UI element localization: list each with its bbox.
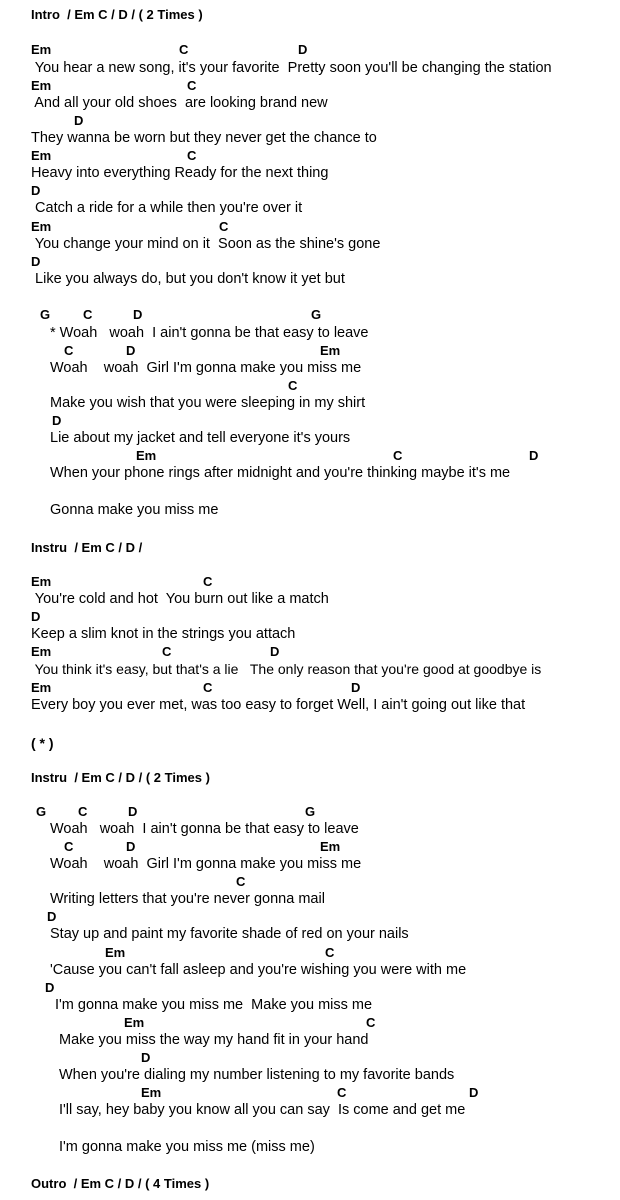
chord: Em [31, 78, 52, 93]
lyric-line: Lie about my jacket and tell everyone it's yours [50, 430, 351, 446]
lyric-line: Heavy into everything Ready for the next thing [31, 165, 329, 181]
chord: D [47, 909, 57, 924]
lyric-line: I'll say, hey baby you know all you can say Is come and get me [59, 1102, 466, 1118]
lyric-line: And all your old shoes are looking brand new [31, 95, 328, 111]
lyric-line: * Woah woah I ain't gonna be that easy to leave [50, 325, 369, 341]
chord: C [179, 42, 189, 57]
lyric-line: They wanna be worn but they never get the chance to [31, 130, 377, 146]
lyric-line: Every boy you ever met, was too easy to forget Well, I ain't going out like that [31, 697, 526, 713]
chord: C [325, 945, 335, 960]
chord: Em [136, 448, 157, 463]
chord: D [126, 839, 136, 854]
chorus-repeat-mark: ( * ) [31, 735, 54, 751]
chord: Em [31, 680, 52, 695]
chord: C [64, 343, 74, 358]
lyric-line: You're cold and hot You burn out like a match [31, 591, 329, 607]
lyric-line: You change your mind on it Soon as the shine's gone [31, 236, 381, 252]
chord: Em [31, 219, 52, 234]
chord: C [187, 148, 197, 163]
chord: C [78, 804, 88, 819]
lyric-line: Woah woah Girl I'm gonna make you miss me [50, 856, 362, 872]
lyric-line: Writing letters that you're never gonna mail [50, 891, 325, 907]
chord: C [83, 307, 93, 322]
chord: D [74, 113, 84, 128]
chord: Em [320, 343, 341, 358]
chord: D [270, 644, 280, 659]
chord: G [305, 804, 316, 819]
chord: Em [105, 945, 126, 960]
instru-heading: Instru / Em C / D / [31, 540, 143, 555]
lyric-line: Stay up and paint my favorite shade of red on your nails [50, 926, 409, 942]
chord: C [64, 839, 74, 854]
lyric-line: Make you wish that you were sleeping in my shirt [50, 395, 366, 411]
chord: Em [141, 1085, 162, 1100]
lyric-line: When your phone rings after midnight and you're thinking maybe it's me [50, 465, 511, 481]
lyric-line: Keep a slim knot in the strings you attach [31, 626, 296, 642]
lyric-line: I'm gonna make you miss me Make you miss me [55, 997, 373, 1013]
lyric-line: You hear a new song, it's your favorite Pretty soon you'll be changing the station [31, 60, 552, 76]
lyric-line: You think it's easy, but that's a lie The only reason that you're good at goodbye is [31, 661, 542, 677]
lyric-line: When you're dialing my number listening to my favorite bands [59, 1067, 455, 1083]
chord: C [366, 1015, 376, 1030]
chord: D [469, 1085, 479, 1100]
chord: C [236, 874, 246, 889]
lyric-line: Gonna make you miss me [50, 502, 219, 518]
lyric-line: 'Cause you can't fall asleep and you're wishing you were with me [50, 962, 467, 978]
outro-heading: Outro / Em C / D / ( 4 Times ) [31, 1176, 210, 1191]
chord: G [36, 804, 47, 819]
chord: C [288, 378, 298, 393]
chord: Em [31, 42, 52, 57]
chord: C [203, 680, 213, 695]
chord: G [311, 307, 322, 322]
chord: D [45, 980, 55, 995]
lyric-line: Catch a ride for a while then you're over it [31, 200, 303, 216]
chord: C [203, 574, 213, 589]
chord: C [393, 448, 403, 463]
chord: D [351, 680, 361, 695]
lyric-line: Make you miss the way my hand fit in your hand [59, 1032, 369, 1048]
chord: C [337, 1085, 347, 1100]
chord: D [31, 609, 41, 624]
chord: D [298, 42, 308, 57]
chord: D [128, 804, 138, 819]
lyric-line: Like you always do, but you don't know it yet but [31, 271, 345, 287]
chord: D [141, 1050, 151, 1065]
lyric-line: Woah woah I ain't gonna be that easy to leave [50, 821, 359, 837]
chord: Em [31, 574, 52, 589]
intro-heading: Intro / Em C / D / ( 2 Times ) [31, 7, 203, 22]
chord: Em [320, 839, 341, 854]
chord: D [529, 448, 539, 463]
chord: Em [124, 1015, 145, 1030]
chord: C [219, 219, 229, 234]
lyric-line: Woah woah Girl I'm gonna make you miss me [50, 360, 362, 376]
chord: Em [31, 148, 52, 163]
instru-heading: Instru / Em C / D / ( 2 Times ) [31, 770, 210, 785]
chord: D [31, 183, 41, 198]
chord: D [52, 413, 62, 428]
chord: Em [31, 644, 52, 659]
chord: D [126, 343, 136, 358]
chord: C [162, 644, 172, 659]
chord: D [31, 254, 41, 269]
lyric-line: I'm gonna make you miss me (miss me) [59, 1139, 315, 1155]
chord: C [187, 78, 197, 93]
chord: D [133, 307, 143, 322]
chord: G [40, 307, 51, 322]
